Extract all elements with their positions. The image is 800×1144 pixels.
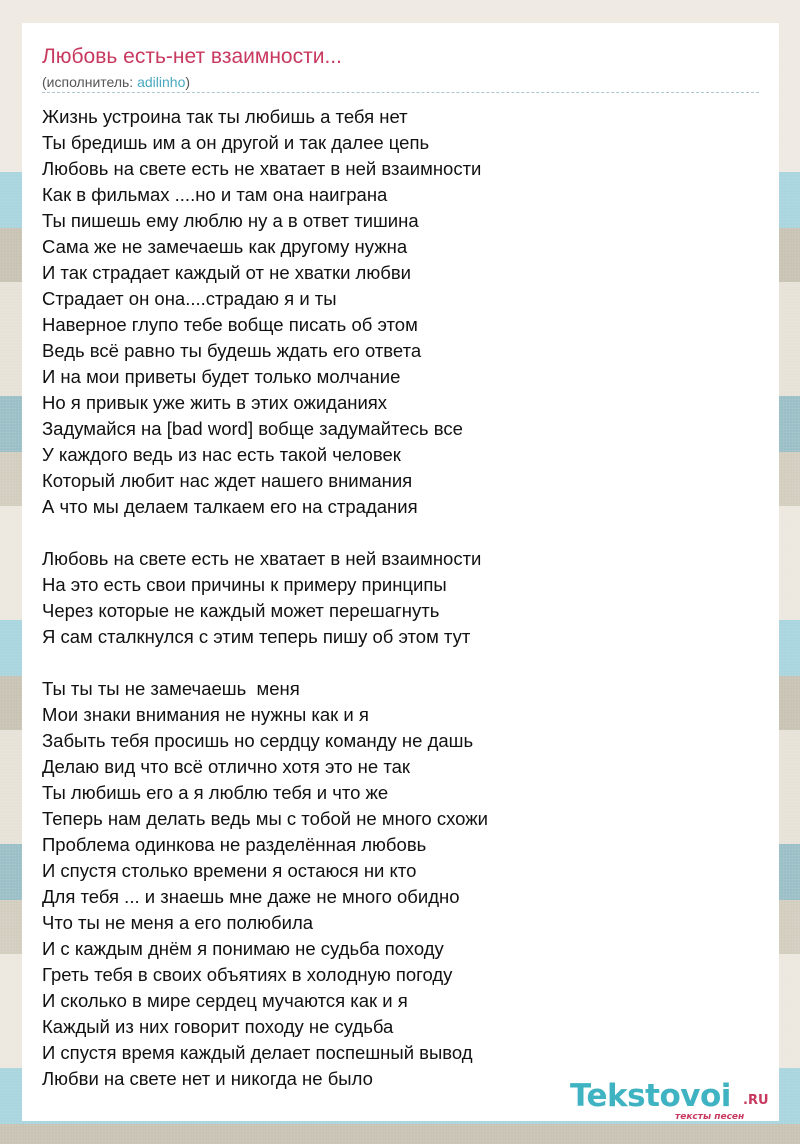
stanza-gap (42, 520, 488, 546)
logo-domain: .RU (743, 1093, 769, 1108)
lyric-line: Страдает он она....страдаю я и ты (42, 288, 337, 309)
lyric-line: И спустя столько времени я остаюся ни кто (42, 860, 417, 881)
lyric-line: Делаю вид что всё отлично хотя это не так (42, 756, 410, 777)
lyric-line: Задумайся на [bad word] вобще задумайтесь все (42, 418, 463, 439)
lyric-line: Любви на свете нет и никогда не было (42, 1068, 373, 1089)
stanza-2 (42, 546, 488, 650)
lyric-line: А что мы делаем талкаем его на страдания (42, 496, 418, 517)
lyric-line: Мои знаки внимания не нужны как и я (42, 704, 369, 725)
lyrics-text (42, 104, 488, 1092)
lyric-line: И с каждым днём я понимаю не судьба походу (42, 938, 444, 959)
artist-prefix: (исполнитель: (42, 74, 138, 90)
lyric-line: Греть тебя в своих объятиях в холодную погоду (42, 964, 453, 985)
lyric-line: И на мои приветы будет только молчание (42, 366, 401, 387)
lyric-line: Проблема одинкова не разделённая любовь (42, 834, 427, 855)
lyric-line: Для тебя ... и знаешь мне даже не много обидно (42, 886, 460, 907)
stanza-3 (42, 676, 488, 1092)
artist-line (42, 74, 190, 90)
lyric-line: Ты бредишь им а он другой и так далее цепь (42, 132, 430, 153)
lyric-line: И спустя время каждый делает поспешный вывод (42, 1042, 473, 1063)
lyric-line: Наверное глупо тебе вобще писать об этом (42, 314, 418, 335)
lyric-line: Теперь нам делать ведь мы с тобой не много схожи (42, 808, 488, 829)
lyric-line: И сколько в мире сердец мучаются как и я (42, 990, 408, 1011)
lyric-line: Но я привык уже жить в этих ожиданиях (42, 392, 388, 413)
lyric-line: Что ты не меня а его полюбила (42, 912, 314, 933)
lyric-line: Забыть тебя просишь но сердцу команду не дашь (42, 730, 474, 751)
stanza-gap (42, 650, 488, 676)
lyric-line: Каждый из них говорит походу не судьба (42, 1016, 394, 1037)
lyric-line: Через которые не каждый может перешагнуть (42, 600, 440, 621)
lyric-line: Ты ты ты не замечаешь меня (42, 678, 300, 699)
logo-wordmark: Tekstovoi (570, 1078, 731, 1114)
lyric-line: Который любит нас ждет нашего внимания (42, 470, 413, 491)
lyric-line: И так страдает каждый от не хватки любви (42, 262, 411, 283)
header-divider (42, 92, 759, 93)
stanza-1 (42, 104, 488, 520)
lyric-line: На это есть свои причины к примеру принципы (42, 574, 447, 595)
artist-suffix: ) (185, 74, 191, 90)
artist-link[interactable]: adilinho (137, 74, 186, 90)
lyric-line: Ты пишешь ему люблю ну а в ответ тишина (42, 210, 419, 231)
lyric-line: Ты любишь его а я люблю тебя и что же (42, 782, 389, 803)
lyric-line: Я сам сталкнулся с этим теперь пишу об этом тут (42, 626, 471, 647)
lyric-line: Как в фильмах ....но и там она наиграна (42, 184, 388, 205)
site-logo[interactable] (570, 1078, 770, 1122)
lyric-line: У каждого ведь из нас есть такой человек (42, 444, 401, 465)
song-title: Любовь есть-нет взаимности... (42, 45, 342, 68)
logo-tagline: тексты песен (675, 1112, 745, 1122)
lyric-line: Любовь на свете есть не хватает в ней взаимности (42, 548, 482, 569)
lyric-line: Ведь всё равно ты будешь ждать его ответа (42, 340, 422, 361)
lyric-line: Жизнь устроина так ты любишь а тебя нет (42, 106, 408, 127)
lyrics-card (22, 23, 779, 1121)
lyric-line: Любовь на свете есть не хватает в ней взаимности (42, 158, 482, 179)
lyric-line: Сама же не замечаешь как другому нужна (42, 236, 408, 257)
